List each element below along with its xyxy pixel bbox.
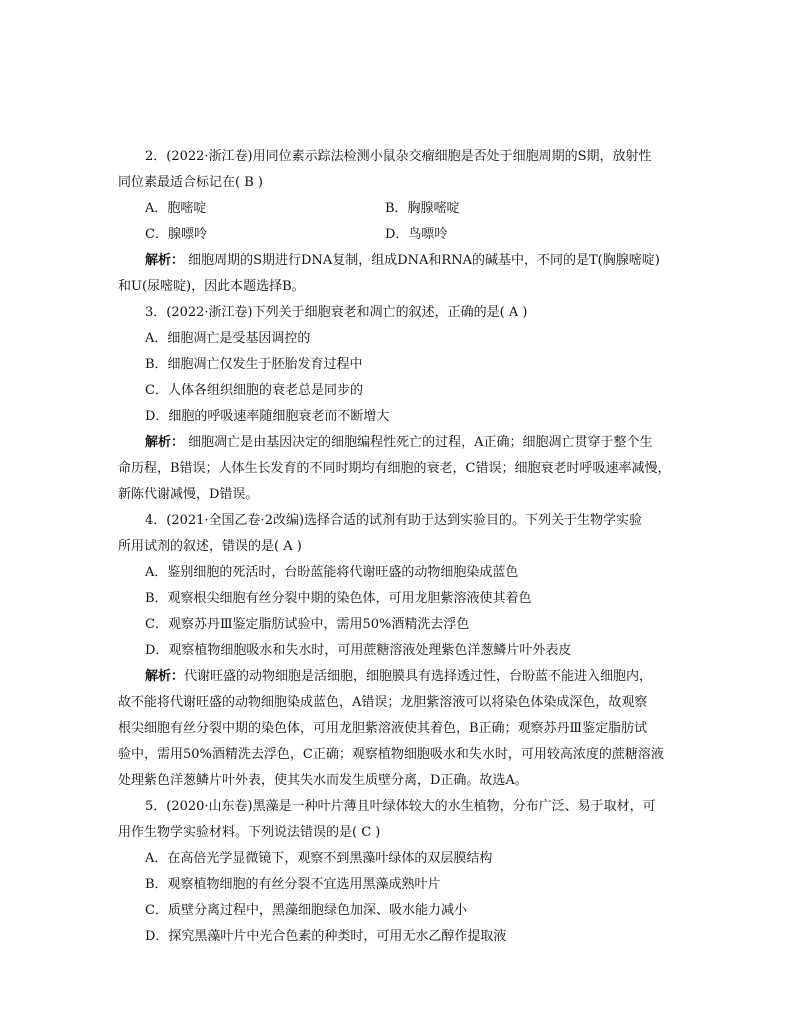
question-5-stem-line-1: 5．(2020·山东卷)黑藻是一种叶片薄且叶绿体较大的水生植物，分布广泛、易于取材，可	[145, 799, 656, 814]
question-4-explanation-line-4: 验中，需用50%酒精洗去浮色，C正确；观察植物细胞吸水和失水时，可用较高浓度的蔗糖溶液	[118, 747, 664, 762]
question-3-option-c: C．人体各组织细胞的衰老总是同步的	[145, 383, 363, 398]
question-3-explanation-line-1	[0, 430, 681, 456]
question-3-stem-line-1: 3．(2022·浙江卷)下列关于细胞衰老和凋亡的叙述，正确的是( A )	[145, 305, 528, 320]
question-2-explanation-text-1: 细胞周期的S期进行DNA复制，组成DNA和RNA的碱基中，不同的是T(胸腺嘧啶)	[184, 253, 660, 268]
question-3-explanation-line-3: 新陈代谢减慢，D错误。	[118, 487, 259, 502]
question-4-explanation-line-5: 处理紫色洋葱鳞片叶外表，使其失水而发生质壁分离，D正确。故选A。	[118, 773, 528, 788]
question-4-option-d: D．观察植物细胞吸水和失水时，可用蔗糖溶液处理紫色洋葱鳞片叶外表皮	[145, 643, 572, 658]
question-2-option-d: D．鸟嘌呤	[385, 227, 448, 242]
question-2-explanation-line-1	[0, 248, 681, 274]
question-2-options-row-2	[0, 222, 794, 248]
question-5-option-c: C．质壁分离过程中，黑藻细胞绿色加深、吸水能力减小	[145, 903, 467, 918]
question-2-options-row-1	[0, 196, 794, 222]
question-4-explanation-line-1	[0, 664, 681, 690]
question-4-explanation-text-1: 代谢旺盛的动物细胞是活细胞，细胞膜具有选择透过性，台盼蓝不能进入细胞内，	[184, 669, 653, 684]
question-4-stem-line-2: 所用试剂的叙述，错误的是( A )	[118, 539, 302, 554]
question-4	[0, 508, 794, 794]
question-2-stem-line-2: 同位素最适合标记在( B )	[118, 175, 263, 190]
explanation-label: 解析：	[145, 435, 185, 450]
question-2	[0, 144, 794, 300]
question-3-explanation-text-1: 细胞凋亡是由基因决定的细胞编程性死亡的过程，A正确；细胞凋亡贯穿于整个生	[184, 435, 653, 450]
question-2-explanation-line-2: 和U(尿嘧啶)，因此本题选择B。	[118, 279, 305, 294]
question-4-explanation-line-3: 根尖细胞有丝分裂中期的染色体，可用龙胆紫溶液使其着色，B正确；观察苏丹Ⅲ鉴定脂肪试	[118, 721, 648, 736]
question-2-option-b: B．胸腺嘧啶	[385, 201, 460, 216]
question-3	[0, 300, 794, 508]
question-2-stem-line-1: 2．(2022·浙江卷)用同位素示踪法检测小鼠杂交瘤细胞是否处于细胞周期的S期，放射性	[145, 149, 652, 164]
question-5-option-d: D．探究黑藻叶片中光合色素的种类时，可用无水乙醇作提取液	[145, 929, 507, 944]
question-5-option-b: B．观察植物细胞的有丝分裂不宜选用黑藻成熟叶片	[145, 877, 441, 892]
question-3-option-b: B．细胞凋亡仅发生于胚胎发育过程中	[145, 357, 363, 372]
question-4-option-c: C．观察苏丹Ⅲ鉴定脂肪试验中，需用50%酒精洗去浮色	[145, 617, 470, 632]
question-3-option-d: D．细胞的呼吸速率随细胞衰老而不断增大	[145, 409, 390, 424]
question-2-option-a: A．胞嘧啶	[145, 201, 207, 216]
question-4-option-b: B．观察根尖细胞有丝分裂中期的染色体，可用龙胆紫溶液使其着色	[145, 591, 532, 606]
question-5-stem-line-2: 用作生物学实验材料。下列说法错误的是( C )	[118, 825, 381, 840]
question-5	[0, 794, 794, 950]
question-3-explanation-line-2: 命历程，B错误；人体生长发育的不同时期均有细胞的衰老，C错误；细胞衰老时呼吸速率减慢，	[118, 461, 671, 476]
explanation-label: 解析：	[145, 253, 185, 268]
question-2-option-c: C．腺嘌呤	[145, 227, 207, 242]
question-3-option-a: A．细胞凋亡是受基因调控的	[145, 331, 311, 346]
question-4-option-a: A．鉴别细胞的死活时，台盼蓝能将代谢旺盛的动物细胞染成蓝色	[145, 565, 519, 580]
question-5-option-a: A．在高倍光学显微镜下，观察不到黑藻叶绿体的双层膜结构	[145, 851, 493, 866]
explanation-label: 解析：	[145, 669, 185, 684]
question-4-explanation-line-2: 故不能将代谢旺盛的动物细胞染成蓝色，A错误；龙胆紫溶液可以将染色体染成深色，故观察	[118, 695, 648, 710]
question-4-stem-line-1: 4．(2021·全国乙卷·2改编)选择合适的试剂有助于达到实验目的。下列关于生物学实验	[145, 513, 643, 528]
